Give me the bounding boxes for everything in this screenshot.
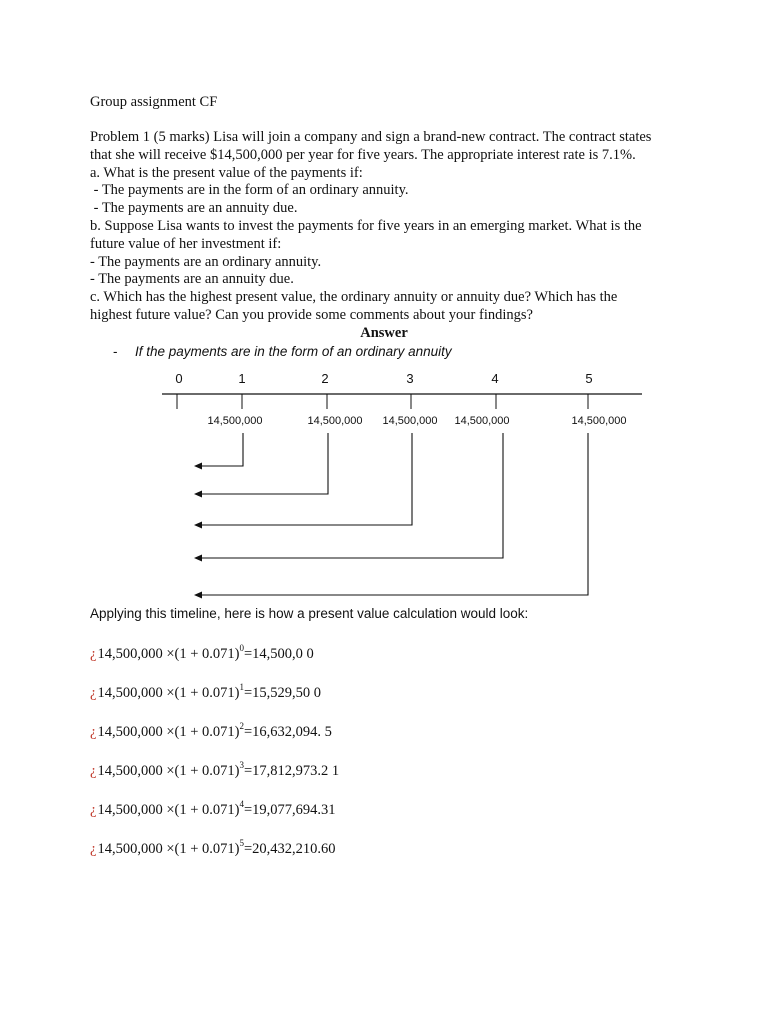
period-label: 0	[175, 371, 183, 386]
formula-line	[90, 799, 339, 838]
formula-base: 14,500,000 ×(1 + 0.071)	[97, 724, 240, 740]
problem-line: c. Which has the highest present value, the ordinary annuity or annuity due? Which has the	[90, 289, 618, 306]
arrowhead-icon	[194, 522, 202, 529]
formula-line	[90, 682, 339, 721]
timeline-diagram	[0, 360, 768, 610]
period-label: 5	[585, 371, 593, 386]
cash-flow-amount: 14,500,000	[207, 415, 263, 427]
formula-base: 14,500,000 ×(1 + 0.071)	[97, 802, 240, 818]
bullet-text: If the payments are in the form of an ordinary annuity	[135, 344, 452, 359]
formula-exponent: 0	[239, 643, 244, 653]
bullet-marker: -	[113, 344, 118, 359]
problem-line: - The payments are in the form of an ordinary annuity.	[90, 182, 409, 199]
discount-arrow-line	[200, 433, 588, 595]
formula-result: =19,077,694.31	[243, 802, 336, 818]
cash-flow-amount: 14,500,000	[571, 415, 627, 427]
formula-result: =14,500,0 0	[243, 646, 314, 662]
cash-flow-amount: 14,500,000	[454, 415, 510, 427]
answer-heading: Answer	[360, 325, 408, 341]
document-title: Group assignment CF	[90, 94, 218, 110]
formula-line	[90, 721, 339, 760]
problem-line: b. Suppose Lisa wants to invest the payments for five years in an emerging market. What is the	[90, 217, 642, 234]
arrowhead-icon	[194, 491, 202, 498]
discount-arrow-line	[200, 433, 328, 494]
formula-base: 14,500,000 ×(1 + 0.071)	[97, 763, 240, 779]
problem-line: future value of her investment if:	[90, 235, 282, 252]
currency-symbol: ¿	[90, 802, 97, 818]
formula-exponent: 5	[239, 838, 244, 848]
arrowhead-icon	[194, 463, 202, 470]
formula-result: =15,529,50 0	[243, 685, 322, 701]
discount-arrow-line	[200, 433, 503, 558]
problem-line: highest future value? Can you provide some comments about your findings?	[90, 306, 533, 323]
period-label: 1	[238, 371, 246, 386]
cash-flow-amount: 14,500,000	[382, 415, 438, 427]
formula-exponent: 3	[239, 760, 244, 770]
formula-result: =20,432,210.60	[243, 841, 336, 857]
formula-list	[90, 643, 339, 877]
formula-exponent: 1	[239, 682, 244, 692]
formula-exponent: 4	[239, 799, 244, 809]
currency-symbol: ¿	[90, 685, 97, 701]
arrowhead-icon	[194, 555, 202, 562]
formula-line	[90, 760, 339, 799]
formula-line	[90, 838, 339, 877]
problem-line: - The payments are an annuity due.	[90, 200, 298, 217]
problem-line: a. What is the present value of the payments if:	[90, 164, 363, 181]
discount-arrow-line	[200, 433, 412, 525]
discount-arrow-line	[200, 433, 243, 466]
period-label: 3	[406, 371, 414, 386]
formula-base: 14,500,000 ×(1 + 0.071)	[97, 841, 240, 857]
problem-line: - The payments are an ordinary annuity.	[90, 253, 322, 270]
problem-line: that she will receive $14,500,000 per year for five years. The appropriate interest rate is 7.1%.	[90, 146, 636, 163]
formula-line	[90, 643, 339, 682]
formula-base: 14,500,000 ×(1 + 0.071)	[97, 685, 240, 701]
arrowhead-icon	[194, 592, 202, 599]
problem-line: Problem 1 (5 marks) Lisa will join a company and sign a brand-new contract. The contract states	[90, 129, 652, 145]
formula-result: =16,632,094. 5	[243, 724, 332, 740]
formula-base: 14,500,000 ×(1 + 0.071)	[97, 646, 240, 662]
problem-line: - The payments are an annuity due.	[90, 271, 294, 288]
formula-exponent: 2	[239, 721, 244, 731]
formula-result: =17,812,973.2 1	[243, 763, 340, 779]
problem-statement	[90, 129, 690, 325]
currency-symbol: ¿	[90, 646, 97, 662]
period-label: 4	[491, 371, 499, 386]
currency-symbol: ¿	[90, 724, 97, 740]
period-label: 2	[321, 371, 329, 386]
applying-text: Applying this timeline, here is how a present value calculation would look:	[90, 606, 529, 621]
cash-flow-amount: 14,500,000	[307, 415, 363, 427]
currency-symbol: ¿	[90, 841, 97, 857]
currency-symbol: ¿	[90, 763, 97, 779]
